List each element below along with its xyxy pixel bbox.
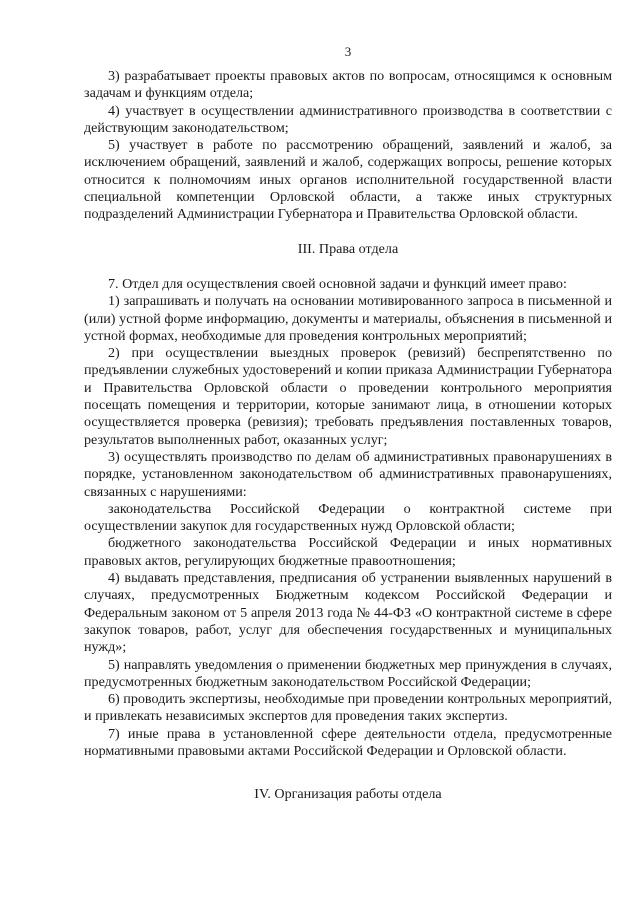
paragraph: 5) направлять уведомления о применении бюджетных мер принуждения в случаях, предусмотренных бюджетным законодательством Российской Федерации;: [84, 656, 612, 690]
paragraph: 2) при осуществлении выездных проверок (ревизий) беспрепятственно по предъявлении служебных удостоверений и копии приказа Администрации Губернатора и Правительства Орловской области о проведении контрольного мероприятия посещать помещения и территории, которые занимают лица, в отношении которых осуществляется проверка (ревизия); требовать предъявления поставленных товаров, результатов выполненных работ, оказанных услуг;: [84, 345, 612, 448]
section-functions-continued: [84, 68, 612, 224]
paragraph: законодательства Российской Федерации о контрактной системе при осуществлении закупок для государственных нужд Орловской области;: [84, 500, 612, 535]
paragraph: 3) осуществлять производство по делам об административных правонарушениях в порядке, установленном законодательством об административных правонарушениях, связанных с нарушениями:: [84, 448, 612, 500]
paragraph: 5) участвует в работе по рассмотрению обращений, заявлений и жалоб, за исключением обращений, заявлений и жалоб, содержащих вопросы, решение которых относится к полномочиям иных органов исполнительной государственной власти специальной компетенции Орловской области, а также иных структурных подразделений Администрации Губернатора и Правительства Орловской области.: [84, 137, 612, 223]
paragraph: 4) участвует в осуществлении административного производства в соответствии с действующим законодательством;: [84, 102, 612, 136]
paragraph: бюджетного законодательства Российской Федерации и иных нормативных правовых актов, регулирующих бюджетные правоотношения;: [84, 535, 612, 569]
paragraph: 3) разрабатывает проекты правовых актов по вопросам, относящимся к основным задачам и функциям отдела;: [84, 68, 612, 102]
paragraph: 1) запрашивать и получать на основании мотивированного запроса в письменной и (или) устной форме информацию, документы и материалы, объяснения в письменной и устной формах, необходимые для проведения контрольных мероприятий;: [84, 293, 612, 344]
paragraph: 7. Отдел для осуществления своей основной задачи и функций имеет право:: [108, 275, 567, 292]
section-heading-rights: III. Права отдела: [297, 240, 399, 257]
page-number: 3: [344, 44, 352, 59]
paragraph: 7) иные права в установленной сфере деятельности отдела, предусмотренные нормативными правовыми актами Российской Федерации и Орловской области.: [84, 725, 612, 759]
paragraph: 6) проводить экспертизы, необходимые при проведении контрольных мероприятий, и привлекать независимых экспертов для проведения таких экспертиз.: [84, 691, 612, 725]
paragraph: 4) выдавать представления, предписания об устранении выявленных нарушений в случаях, предусмотренных Бюджетным кодексом Российской Федерации и Федеральным законом от 5 апреля 2013 года № 44-ФЗ «О контрактной системе в сфере закупок товаров, работ, услуг для обеспечения государственных и муниципальных нужд»;: [84, 570, 612, 656]
section-heading-organization: IV. Организация работы отдела: [254, 786, 442, 803]
section-rights: [84, 276, 612, 760]
